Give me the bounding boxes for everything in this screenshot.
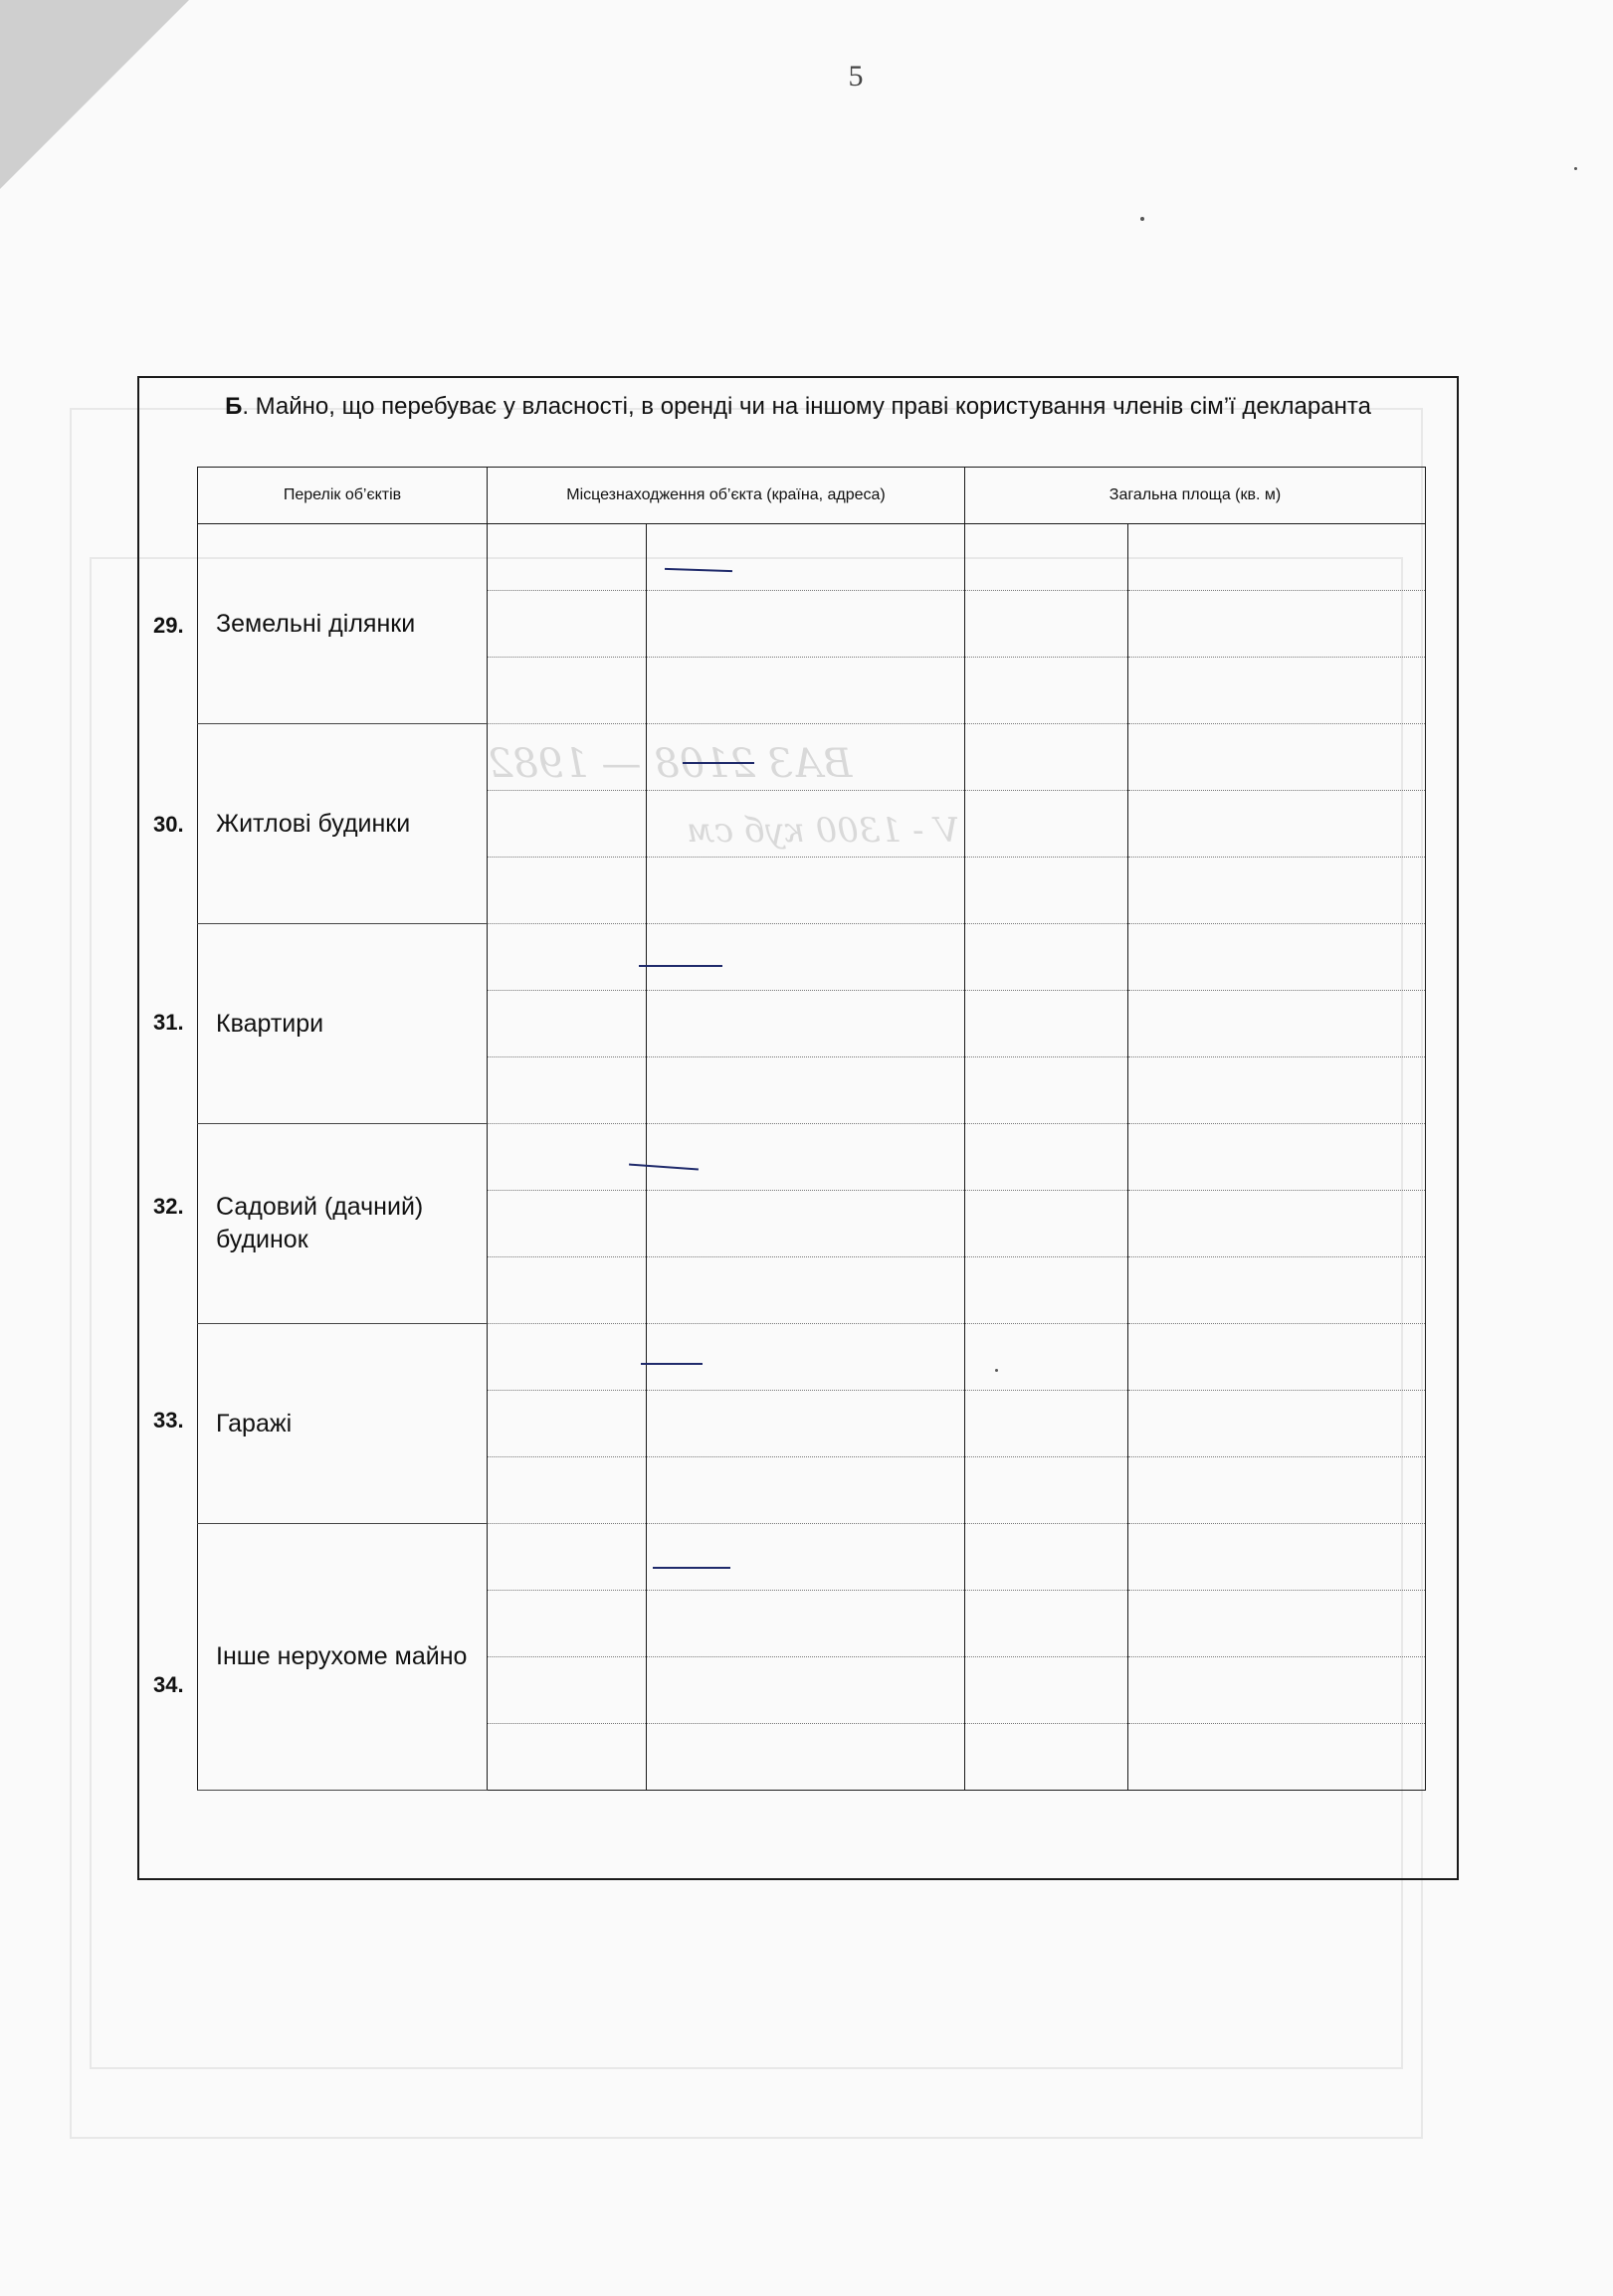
property-table	[197, 467, 1426, 1791]
table-row	[198, 1124, 1426, 1191]
area-cell[interactable]	[1128, 1391, 1426, 1457]
category-cell-other-property	[198, 1524, 488, 1791]
area-cell[interactable]	[1128, 1724, 1426, 1791]
area-cell[interactable]	[1128, 858, 1426, 924]
area-cell[interactable]	[1128, 1524, 1426, 1591]
area-cell[interactable]	[1128, 724, 1426, 791]
location-cell[interactable]	[488, 1457, 647, 1524]
area-cell[interactable]	[965, 1324, 1128, 1391]
area-cell[interactable]	[965, 524, 1128, 591]
location-cell[interactable]	[647, 1391, 965, 1457]
row-number-29: 29.	[153, 613, 184, 638]
area-cell[interactable]	[965, 1524, 1128, 1591]
category-label-land: Земельні ділянки	[216, 609, 416, 638]
table-row	[198, 724, 1426, 791]
location-cell[interactable]	[488, 1124, 647, 1191]
location-cell[interactable]	[647, 524, 965, 591]
table-row	[198, 1324, 1426, 1391]
row-number-30: 30.	[153, 812, 184, 837]
location-cell[interactable]	[647, 858, 965, 924]
area-cell[interactable]	[1128, 924, 1426, 991]
row-number-32: 32.	[153, 1194, 184, 1219]
location-cell[interactable]	[488, 1191, 647, 1257]
category-cell-garages	[198, 1324, 488, 1524]
category-cell-land	[198, 524, 488, 724]
area-cell[interactable]	[1128, 1657, 1426, 1724]
location-cell[interactable]	[488, 1591, 647, 1657]
category-label-country-house: Садовий (дачний) будинок	[216, 1193, 424, 1253]
location-cell[interactable]	[488, 1391, 647, 1457]
column-header-objects: Перелік об’єктів	[198, 468, 488, 524]
location-cell[interactable]	[647, 1657, 965, 1724]
location-cell[interactable]	[647, 1524, 965, 1591]
area-cell[interactable]	[1128, 524, 1426, 591]
scan-speck	[995, 1369, 998, 1372]
area-cell[interactable]	[965, 858, 1128, 924]
folded-corner	[0, 0, 189, 189]
area-cell[interactable]	[1128, 1124, 1426, 1191]
location-cell[interactable]	[488, 991, 647, 1057]
table-row	[198, 524, 1426, 591]
location-cell[interactable]	[647, 658, 965, 724]
category-label-other-property: Інше нерухоме майно	[216, 1642, 468, 1670]
location-cell[interactable]	[647, 1257, 965, 1324]
handwritten-dash	[641, 1363, 703, 1365]
location-cell[interactable]	[647, 1591, 965, 1657]
area-cell[interactable]	[965, 1257, 1128, 1324]
section-title	[139, 391, 1457, 423]
area-cell[interactable]	[1128, 1324, 1426, 1391]
location-cell[interactable]	[488, 1257, 647, 1324]
location-cell[interactable]	[488, 524, 647, 591]
row-number-33: 33.	[153, 1408, 184, 1433]
location-cell[interactable]	[647, 1724, 965, 1791]
area-cell[interactable]	[1128, 658, 1426, 724]
column-header-area: Загальна площа (кв. м)	[965, 468, 1426, 524]
location-cell[interactable]	[647, 1457, 965, 1524]
location-cell[interactable]	[488, 858, 647, 924]
location-cell[interactable]	[488, 1524, 647, 1591]
area-cell[interactable]	[1128, 1457, 1426, 1524]
location-cell[interactable]	[647, 1057, 965, 1124]
location-cell[interactable]	[488, 1324, 647, 1391]
location-cell[interactable]	[647, 1191, 965, 1257]
table-row	[198, 1524, 1426, 1591]
scan-speck	[1140, 217, 1144, 221]
location-cell[interactable]	[488, 924, 647, 991]
category-label-garages: Гаражі	[216, 1409, 293, 1437]
row-number-34: 34.	[153, 1672, 184, 1697]
location-cell[interactable]	[488, 658, 647, 724]
handwritten-dash	[683, 762, 754, 764]
category-cell-houses	[198, 724, 488, 924]
area-cell[interactable]	[965, 791, 1128, 858]
area-cell[interactable]	[965, 1391, 1128, 1457]
area-cell[interactable]	[1128, 1191, 1426, 1257]
table-header-row	[198, 468, 1426, 524]
location-cell[interactable]	[647, 791, 965, 858]
category-cell-country-house	[198, 1124, 488, 1324]
location-cell[interactable]	[647, 924, 965, 991]
location-cell[interactable]	[488, 591, 647, 658]
scan-speck	[1574, 167, 1577, 170]
location-cell[interactable]	[647, 591, 965, 658]
area-cell[interactable]	[1128, 791, 1426, 858]
location-cell[interactable]	[647, 1324, 965, 1391]
section-title-text: . Майно, що перебуває у власності, в оренді чи на іншому праві користування членів сім’ї декларанта	[242, 393, 1371, 420]
table-row	[198, 924, 1426, 991]
category-label-apartments: Квартири	[216, 1009, 324, 1038]
area-cell[interactable]	[965, 1657, 1128, 1724]
area-cell[interactable]	[965, 1457, 1128, 1524]
category-cell-apartments	[198, 924, 488, 1124]
location-cell[interactable]	[647, 1124, 965, 1191]
location-cell[interactable]	[647, 724, 965, 791]
location-cell[interactable]	[488, 1657, 647, 1724]
area-cell[interactable]	[965, 1191, 1128, 1257]
location-cell[interactable]	[647, 991, 965, 1057]
area-cell[interactable]	[1128, 1257, 1426, 1324]
show-through-handwriting-2: V - 1300 куб см	[687, 811, 959, 851]
area-cell[interactable]	[965, 924, 1128, 991]
area-cell[interactable]	[965, 1724, 1128, 1791]
location-cell[interactable]	[488, 724, 647, 791]
area-cell[interactable]	[965, 1057, 1128, 1124]
area-cell[interactable]	[1128, 1057, 1426, 1124]
column-header-location: Місцезнаходження об’єкта (країна, адреса)	[488, 468, 965, 524]
location-cell[interactable]	[488, 791, 647, 858]
area-cell[interactable]	[1128, 591, 1426, 658]
handwritten-dash	[653, 1567, 730, 1569]
location-cell[interactable]	[488, 1057, 647, 1124]
area-cell[interactable]	[1128, 1591, 1426, 1657]
area-cell[interactable]	[965, 591, 1128, 658]
row-number-31: 31.	[153, 1010, 184, 1035]
area-cell[interactable]	[965, 991, 1128, 1057]
area-cell[interactable]	[965, 724, 1128, 791]
handwritten-dash	[639, 965, 722, 967]
category-label-houses: Житлові будинки	[216, 809, 411, 838]
show-through-handwriting-1: ВАЗ 2108 — 1982	[488, 741, 853, 787]
page-number: 5	[848, 60, 864, 93]
area-cell[interactable]	[1128, 991, 1426, 1057]
area-cell[interactable]	[965, 1124, 1128, 1191]
location-cell[interactable]	[488, 1724, 647, 1791]
area-cell[interactable]	[965, 658, 1128, 724]
section-letter: Б	[225, 393, 243, 420]
area-cell[interactable]	[965, 1591, 1128, 1657]
